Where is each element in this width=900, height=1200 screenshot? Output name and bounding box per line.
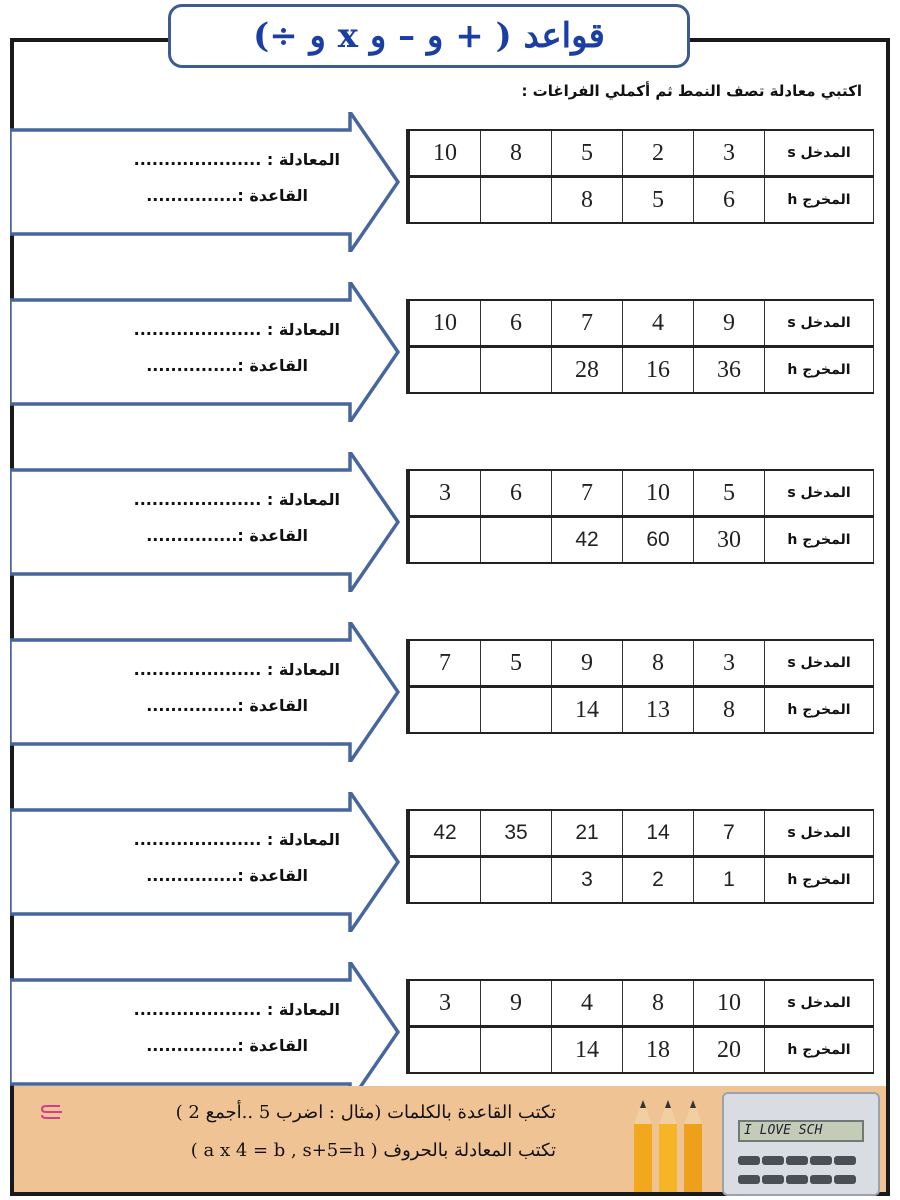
output-cell: 2	[623, 857, 694, 904]
rule-label: القاعدة :...............	[146, 186, 308, 205]
output-cell[interactable]	[481, 1027, 552, 1074]
output-cell: 18	[623, 1027, 694, 1074]
output-label: المخرج h	[765, 687, 874, 734]
output-cell: 5	[623, 177, 694, 224]
output-cell[interactable]	[408, 517, 481, 564]
input-label: المدخل s	[765, 130, 874, 177]
input-cell: 3	[694, 640, 765, 687]
calculator-image	[722, 1092, 880, 1196]
arrow-shape	[10, 962, 400, 1102]
equation-label: المعادلة : .....................	[133, 320, 340, 339]
output-cell[interactable]	[408, 687, 481, 734]
rule-label: القاعدة :...............	[146, 526, 308, 545]
output-cell[interactable]	[481, 177, 552, 224]
input-cell: 14	[623, 810, 694, 857]
input-row	[408, 810, 874, 857]
output-cell: 42	[552, 517, 623, 564]
io-table	[406, 979, 874, 1074]
output-label: المخرج h	[765, 517, 874, 564]
output-cell[interactable]	[481, 857, 552, 904]
input-cell: 7	[552, 470, 623, 517]
output-cell[interactable]	[408, 347, 481, 394]
output-cell: 8	[694, 687, 765, 734]
output-cell: 14	[552, 687, 623, 734]
input-cell: 8	[481, 130, 552, 177]
input-label: المدخل s	[765, 980, 874, 1027]
input-cell: 9	[694, 300, 765, 347]
arrow-shape	[10, 452, 400, 592]
input-cell: 8	[623, 980, 694, 1027]
input-cell: 21	[552, 810, 623, 857]
calculator-keys	[738, 1154, 868, 1192]
rule-label: القاعدة :...............	[146, 356, 308, 375]
output-row	[408, 1027, 874, 1074]
input-cell: 6	[481, 470, 552, 517]
page-title: قواعد ( + و – و x و ÷)	[253, 16, 605, 56]
output-cell[interactable]	[481, 347, 552, 394]
pencils-icon	[628, 1094, 708, 1192]
input-label: المدخل s	[765, 810, 874, 857]
input-cell: 7	[694, 810, 765, 857]
equation-label: المعادلة : .....................	[133, 660, 340, 679]
output-cell: 3	[552, 857, 623, 904]
io-table	[406, 639, 874, 734]
rule-label: القاعدة :...............	[146, 696, 308, 715]
input-cell: 7	[408, 640, 481, 687]
arrow-shape	[10, 112, 400, 252]
input-cell: 6	[481, 300, 552, 347]
input-cell: 3	[694, 130, 765, 177]
input-cell: 8	[623, 640, 694, 687]
output-cell[interactable]	[408, 1027, 481, 1074]
output-label: المخرج h	[765, 177, 874, 224]
input-label: المدخل s	[765, 640, 874, 687]
output-cell: 6	[694, 177, 765, 224]
input-row	[408, 300, 874, 347]
input-row	[408, 980, 874, 1027]
input-label: المدخل s	[765, 300, 874, 347]
input-cell: 7	[552, 300, 623, 347]
output-cell[interactable]	[408, 177, 481, 224]
output-cell: 8	[552, 177, 623, 224]
rule-label: القاعدة :...............	[146, 1036, 308, 1055]
footer-rule-note: تكتب القاعدة بالكلمات (مثال : اضرب 5 ..أجمع 2 )	[175, 1102, 556, 1123]
output-cell: 13	[623, 687, 694, 734]
footer-equation-note: تكتب المعادلة بالحروف ( a x 4 = b , s+5=h )	[190, 1140, 556, 1161]
input-cell: 10	[694, 980, 765, 1027]
input-row	[408, 470, 874, 517]
arrow-shape	[10, 622, 400, 762]
output-cell: 36	[694, 347, 765, 394]
output-cell[interactable]	[408, 857, 481, 904]
input-cell: 9	[481, 980, 552, 1027]
input-cell: 3	[408, 470, 481, 517]
io-table	[406, 469, 874, 564]
input-cell: 5	[552, 130, 623, 177]
output-cell: 16	[623, 347, 694, 394]
io-table	[406, 299, 874, 394]
arrow-shape	[10, 792, 400, 932]
input-cell: 10	[408, 130, 481, 177]
output-label: المخرج h	[765, 1027, 874, 1074]
output-row	[408, 687, 874, 734]
input-label: المدخل s	[765, 470, 874, 517]
output-row	[408, 177, 874, 224]
input-cell: 2	[623, 130, 694, 177]
input-cell: 4	[552, 980, 623, 1027]
input-cell: 3	[408, 980, 481, 1027]
equation-label: المعادلة : .....................	[133, 490, 340, 509]
output-label: المخرج h	[765, 347, 874, 394]
output-row	[408, 517, 874, 564]
title-box	[168, 4, 690, 68]
output-cell: 20	[694, 1027, 765, 1074]
rule-label: القاعدة :...............	[146, 866, 308, 885]
io-table	[406, 129, 874, 224]
input-row	[408, 130, 874, 177]
output-cell[interactable]	[481, 687, 552, 734]
equation-label: المعادلة : .....................	[133, 1000, 340, 1019]
input-cell: 42	[408, 810, 481, 857]
output-cell: 14	[552, 1027, 623, 1074]
output-cell: 60	[623, 517, 694, 564]
equation-label: المعادلة : .....................	[133, 150, 340, 169]
input-row	[408, 640, 874, 687]
paperclip-icon	[40, 1105, 64, 1119]
equation-label: المعادلة : .....................	[133, 830, 340, 849]
input-cell: 9	[552, 640, 623, 687]
instruction-text: اكتبي معادلة تصف النمط ثم أكملي الفراغات :	[521, 82, 862, 100]
input-cell: 4	[623, 300, 694, 347]
output-row	[408, 857, 874, 904]
output-cell: 30	[694, 517, 765, 564]
input-cell: 5	[481, 640, 552, 687]
output-cell: 28	[552, 347, 623, 394]
io-table	[406, 809, 874, 904]
output-cell[interactable]	[481, 517, 552, 564]
input-cell: 35	[481, 810, 552, 857]
input-cell: 10	[408, 300, 481, 347]
input-cell: 5	[694, 470, 765, 517]
output-row	[408, 347, 874, 394]
input-cell: 10	[623, 470, 694, 517]
calculator-display: I LOVE SCH	[738, 1120, 864, 1142]
output-cell: 1	[694, 857, 765, 904]
output-label: المخرج h	[765, 857, 874, 904]
arrow-shape	[10, 282, 400, 422]
